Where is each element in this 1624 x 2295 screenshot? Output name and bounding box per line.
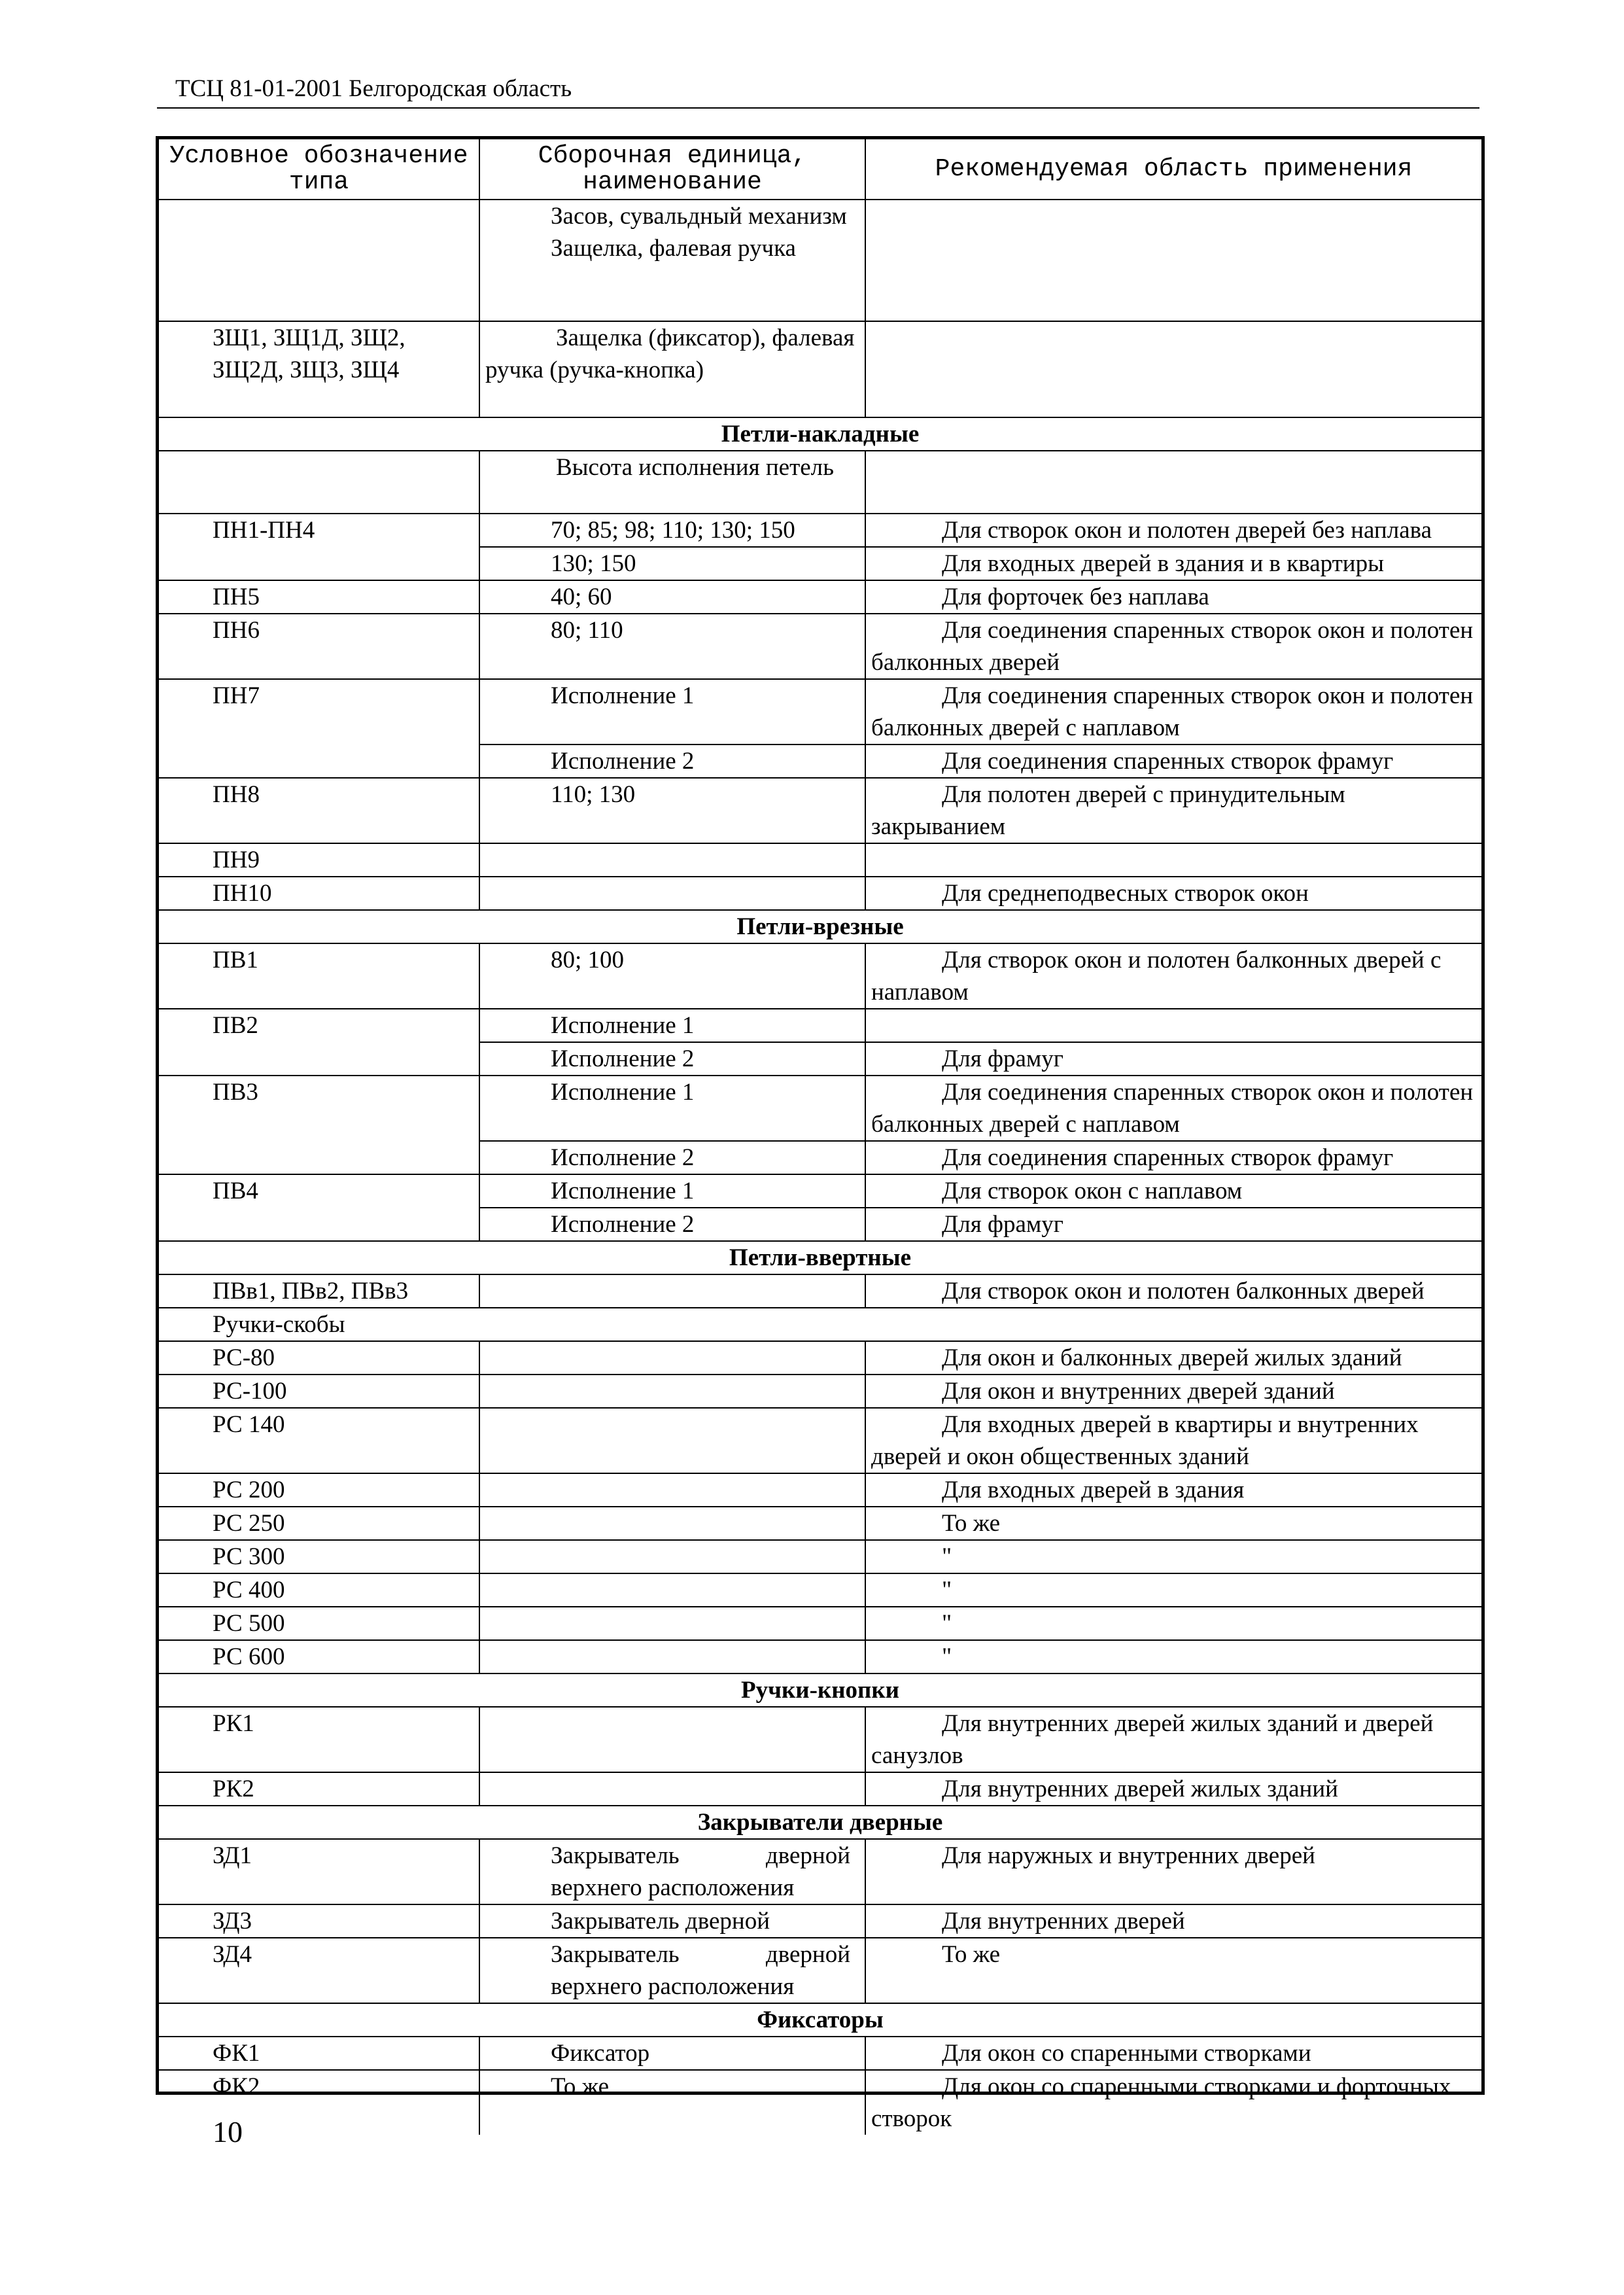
table-row bbox=[159, 614, 1481, 679]
cell-application: Для среднеподвесных створок окон bbox=[865, 877, 1481, 910]
cell-application: Для соединения спаренных створок окон и полотен балконных дверей bbox=[865, 614, 1481, 679]
cell-application bbox=[865, 1009, 1481, 1042]
cell-type: ЗД1 bbox=[159, 1839, 479, 1904]
cell-type: ПН8 bbox=[159, 778, 479, 843]
table-row bbox=[159, 1839, 1481, 1904]
cell-application: " bbox=[865, 1607, 1481, 1640]
cell-application: Для полотен дверей с принудительным закрыванием bbox=[865, 778, 1481, 843]
cell-unit: Исполнение 1 bbox=[479, 1174, 865, 1208]
table-row bbox=[159, 451, 1481, 514]
cell-type: ЗД4 bbox=[159, 1938, 479, 2003]
section-title: Фиксаторы bbox=[159, 2003, 1481, 2037]
table-row bbox=[159, 321, 1481, 417]
table-row bbox=[159, 1607, 1481, 1640]
cell-unit: Защелка (фиксатор), фалевая ручка (ручка-кнопка) bbox=[479, 321, 865, 417]
cell-unit: Исполнение 1 bbox=[479, 1076, 865, 1141]
cell-type: ПН7 bbox=[159, 679, 479, 778]
cell-unit bbox=[479, 1640, 865, 1673]
table-row bbox=[159, 778, 1481, 843]
cell-application: " bbox=[865, 1573, 1481, 1607]
cell-unit bbox=[479, 877, 865, 910]
cell-application bbox=[865, 321, 1481, 417]
cell-unit bbox=[479, 1507, 865, 1540]
cell-unit bbox=[479, 1540, 865, 1573]
table-row bbox=[159, 1772, 1481, 1806]
cell-type: РС 400 bbox=[159, 1573, 479, 1607]
cell-application: Для внутренних дверей жилых зданий bbox=[865, 1772, 1481, 1806]
cell-unit bbox=[479, 1573, 865, 1607]
section-row bbox=[159, 417, 1481, 451]
cell-application: Для соединения спаренных створок фрамуг bbox=[865, 1141, 1481, 1174]
table-row bbox=[159, 1904, 1481, 1938]
table-row bbox=[159, 1375, 1481, 1408]
section-row bbox=[159, 1806, 1481, 1839]
cell-unit: Высота исполнения петель bbox=[479, 451, 865, 514]
cell-application: Для фрамуг bbox=[865, 1208, 1481, 1241]
cell-type bbox=[159, 451, 479, 514]
table-row bbox=[159, 200, 1481, 321]
section-title: Закрыватели дверные bbox=[159, 1806, 1481, 1839]
cell-application: Для створок окон и полотен балконных дверей с наплавом bbox=[865, 943, 1481, 1009]
section-title: Ручки-кнопки bbox=[159, 1673, 1481, 1707]
cell-unit bbox=[479, 1772, 865, 1806]
cell-unit: Исполнение 1 bbox=[479, 679, 865, 745]
cell-unit: 80; 100 bbox=[479, 943, 865, 1009]
cell-type: РС-80 bbox=[159, 1341, 479, 1375]
cell-type: ФК2 bbox=[159, 2070, 479, 2135]
cell-unit bbox=[479, 1341, 865, 1375]
cell-application: Для окон со спаренными створками bbox=[865, 2037, 1481, 2070]
cell-unit: 130; 150 bbox=[479, 547, 865, 580]
section-title: Петли-накладные bbox=[159, 417, 1481, 451]
cell-type: ПВ2 bbox=[159, 1009, 479, 1076]
cell-unit: 110; 130 bbox=[479, 778, 865, 843]
cell-type: ПВ4 bbox=[159, 1174, 479, 1241]
cell-application: Для соединения спаренных створок окон и полотен балконных дверей с наплавом bbox=[865, 679, 1481, 745]
cell-unit bbox=[479, 1607, 865, 1640]
cell-type: РК1 bbox=[159, 1707, 479, 1772]
cell-type: РС 300 bbox=[159, 1540, 479, 1573]
cell-type: РС 500 bbox=[159, 1607, 479, 1640]
section-row bbox=[159, 1241, 1481, 1274]
cell-application: Для входных дверей в здания bbox=[865, 1473, 1481, 1507]
hardware-table bbox=[156, 136, 1485, 2132]
page-number: 10 bbox=[213, 2115, 243, 2148]
cell-application bbox=[865, 451, 1481, 514]
table-row bbox=[159, 514, 1481, 547]
cell-application bbox=[865, 200, 1481, 321]
cell-type: ЗД3 bbox=[159, 1904, 479, 1938]
header-rule bbox=[157, 107, 1479, 109]
table-row bbox=[159, 1938, 1481, 2003]
cell-unit: Исполнение 2 bbox=[479, 745, 865, 778]
cell-unit: Закрыватель дверной верхнего расположения bbox=[479, 1839, 865, 1904]
table-row bbox=[159, 1174, 1481, 1208]
cell-unit-line bbox=[485, 232, 859, 264]
cell-type: ПН6 bbox=[159, 614, 479, 679]
cell-unit: То же bbox=[479, 2070, 865, 2135]
cell-application: " bbox=[865, 1640, 1481, 1673]
cell-application: Для окон и балконных дверей жилых зданий bbox=[865, 1341, 1481, 1375]
table-row bbox=[159, 1076, 1481, 1141]
cell-application: Для внутренних дверей bbox=[865, 1904, 1481, 1938]
cell-unit bbox=[479, 1274, 865, 1308]
cell-unit: Фиксатор bbox=[479, 2037, 865, 2070]
table-row bbox=[159, 1009, 1481, 1042]
cell-application: Для входных дверей в квартиры и внутренних дверей и окон общественных зданий bbox=[865, 1408, 1481, 1473]
table-row bbox=[159, 679, 1481, 745]
cell-type: ПН1-ПН4 bbox=[159, 514, 479, 580]
cell-application: Для наружных и внутренних дверей bbox=[865, 1839, 1481, 1904]
cell-unit: Исполнение 2 bbox=[479, 1141, 865, 1174]
cell-type: РК2 bbox=[159, 1772, 479, 1806]
header-assembly-unit: Сборочная единица, наименование bbox=[479, 139, 865, 200]
cell-unit bbox=[479, 1375, 865, 1408]
cell-type: РС 200 bbox=[159, 1473, 479, 1507]
cell-application: Для входных дверей в здания и в квартиры bbox=[865, 547, 1481, 580]
table-row bbox=[159, 1707, 1481, 1772]
table-row bbox=[159, 843, 1481, 877]
cell-unit bbox=[479, 1408, 865, 1473]
cell-type: РС 140 bbox=[159, 1408, 479, 1473]
cell-type: РС-100 bbox=[159, 1375, 479, 1408]
table-row bbox=[159, 1274, 1481, 1308]
cell-unit: Закрыватель дверной bbox=[479, 1904, 865, 1938]
cell-unit: 40; 60 bbox=[479, 580, 865, 614]
cell-application: Для окон со спаренными створками и форточных створок bbox=[865, 2070, 1481, 2135]
cell-type: ПВв1, ПВв2, ПВв3 bbox=[159, 1274, 479, 1308]
cell-unit bbox=[479, 200, 865, 321]
cell-application: " bbox=[865, 1540, 1481, 1573]
header-type-code: Условное обозначение типа bbox=[159, 139, 479, 200]
cell-type bbox=[159, 200, 479, 321]
cell-application: Для створок окон и полотен дверей без наплава bbox=[865, 514, 1481, 547]
cell-unit: Исполнение 2 bbox=[479, 1208, 865, 1241]
cell-application: То же bbox=[865, 1507, 1481, 1540]
cell-unit-line bbox=[485, 200, 859, 232]
section-row bbox=[159, 2003, 1481, 2037]
cell-unit: 70; 85; 98; 110; 130; 150 bbox=[479, 514, 865, 547]
cell-unit bbox=[479, 1473, 865, 1507]
cell-application: То же bbox=[865, 1938, 1481, 2003]
header-application: Рекомендуемая область применения bbox=[865, 139, 1481, 200]
cell-application: Для створок окон и полотен балконных дверей bbox=[865, 1274, 1481, 1308]
section-title: Петли-врезные bbox=[159, 910, 1481, 943]
cell-type: ЗЩ1, ЗЩ1Д, ЗЩ2, ЗЩ2Д, ЗЩ3, ЗЩ4 bbox=[159, 321, 479, 417]
table-row bbox=[159, 580, 1481, 614]
table-row bbox=[159, 877, 1481, 910]
cell-unit bbox=[479, 843, 865, 877]
cell-unit: 80; 110 bbox=[479, 614, 865, 679]
section-row bbox=[159, 1673, 1481, 1707]
cell-unit: Закрыватель дверной верхнего расположения bbox=[479, 1938, 865, 2003]
table-row bbox=[159, 1308, 1481, 1341]
table-row bbox=[159, 1540, 1481, 1573]
cell-type: ПН10 bbox=[159, 877, 479, 910]
section-row bbox=[159, 910, 1481, 943]
section-title: Петли-ввертные bbox=[159, 1241, 1481, 1274]
cell-application: Для внутренних дверей жилых зданий и дверей санузлов bbox=[865, 1707, 1481, 1772]
cell-unit bbox=[479, 1707, 865, 1772]
table-row bbox=[159, 2037, 1481, 2070]
cell-application: Для створок окон с наплавом bbox=[865, 1174, 1481, 1208]
cell-application bbox=[865, 843, 1481, 877]
cell-type: РС 250 bbox=[159, 1507, 479, 1540]
table-header-row bbox=[159, 139, 1481, 200]
cell-unit: Исполнение 1 bbox=[479, 1009, 865, 1042]
cell-type: ПВ1 bbox=[159, 943, 479, 1009]
cell-unit: Исполнение 2 bbox=[479, 1042, 865, 1076]
table-row bbox=[159, 1473, 1481, 1507]
cell-type: РС 600 bbox=[159, 1640, 479, 1673]
cell-type: ПВ3 bbox=[159, 1076, 479, 1174]
cell-text: Защелка, фалевая ручка bbox=[551, 235, 796, 262]
cell-type: Ручки-скобы bbox=[159, 1308, 1481, 1341]
cell-application: Для соединения спаренных створок фрамуг bbox=[865, 745, 1481, 778]
cell-type: ПН5 bbox=[159, 580, 479, 614]
cell-type: ПН9 bbox=[159, 843, 479, 877]
cell-application: Для окон и внутренних дверей зданий bbox=[865, 1375, 1481, 1408]
table-row bbox=[159, 1640, 1481, 1673]
table-row bbox=[159, 1408, 1481, 1473]
table-row bbox=[159, 2070, 1481, 2135]
cell-application: Для форточек без наплава bbox=[865, 580, 1481, 614]
cell-type: ФК1 bbox=[159, 2037, 479, 2070]
table-row bbox=[159, 1341, 1481, 1375]
cell-application: Для фрамуг bbox=[865, 1042, 1481, 1076]
table-row bbox=[159, 943, 1481, 1009]
cell-text: Засов, сувальдный механизм bbox=[551, 203, 847, 230]
running-header: ТСЦ 81-01-2001 Белгородская область bbox=[175, 75, 572, 102]
cell-application: Для соединения спаренных створок окон и полотен балконных дверей с наплавом bbox=[865, 1076, 1481, 1141]
table-row bbox=[159, 1573, 1481, 1607]
table-row bbox=[159, 1507, 1481, 1540]
